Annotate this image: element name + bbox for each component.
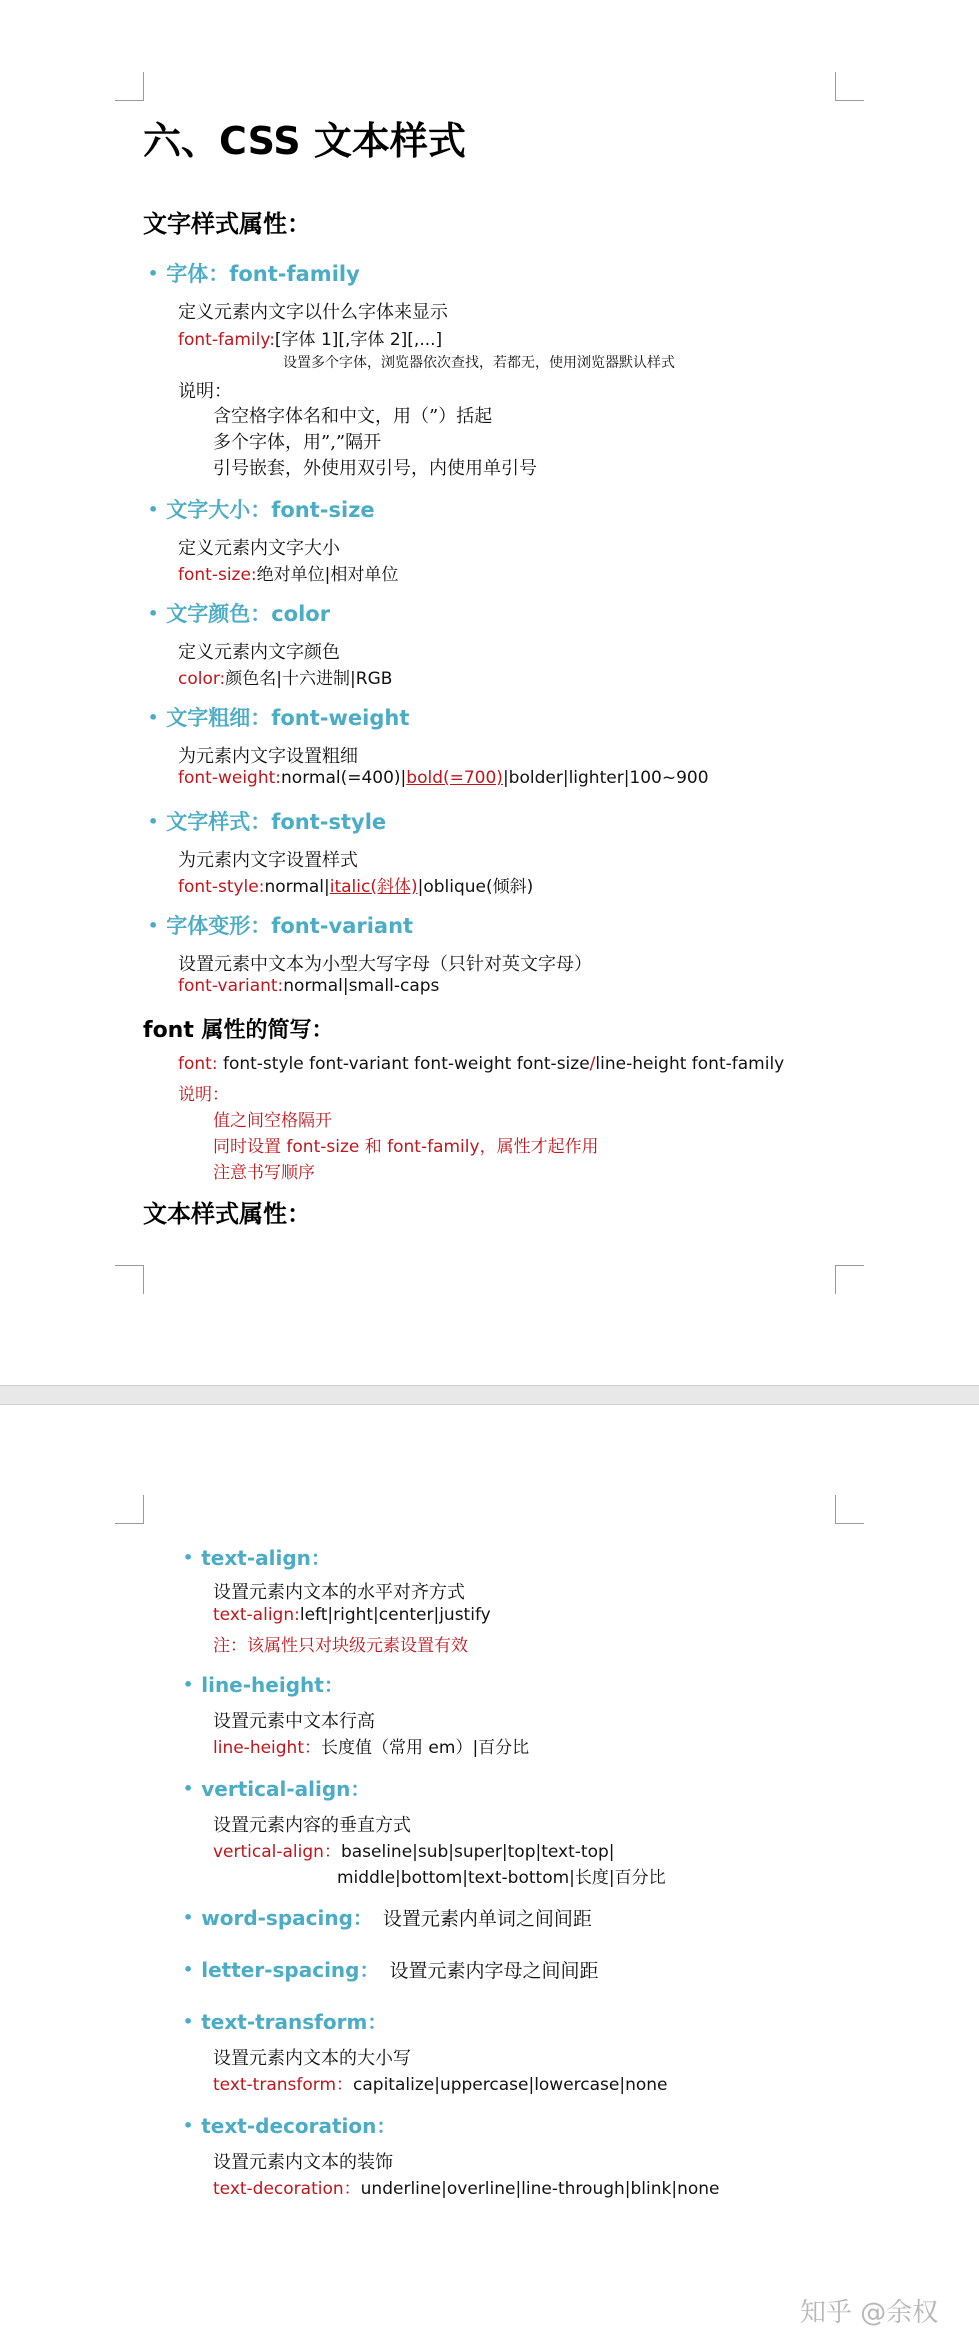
font-family-syntax: font-family:[字体 1][,字体 2][,...] xyxy=(178,330,443,350)
section-heading-font-shorthand: font 属性的简写： xyxy=(143,1018,334,1043)
font-family-note: 设置多个字体，浏览器依次查找，若都无，使用浏览器默认样式 xyxy=(283,355,675,371)
font-family-explain-line: 含空格字体名和中文，用（”）括起 xyxy=(213,406,493,427)
font-shorthand-explain-label: 说明： xyxy=(178,1085,229,1105)
bullet-dot-icon: • xyxy=(183,1675,194,1694)
bullet-dot-icon: • xyxy=(148,604,159,623)
font-family-explain-line: 引号嵌套，外使用双引号，内使用单引号 xyxy=(213,458,537,479)
bullet-dot-icon: • xyxy=(183,1908,194,1927)
bullet-dot-icon: • xyxy=(183,1779,194,1798)
font-shorthand-explain-line: 同时设置 font-size 和 font-family，属性才起作用 xyxy=(213,1137,599,1157)
font-family-description: 定义元素内文字以什么字体来显示 xyxy=(178,302,448,323)
font-style-description: 为元素内文字设置样式 xyxy=(178,850,358,871)
page-corner-mark xyxy=(115,72,144,101)
color-syntax: color:颜色名|十六进制|RGB xyxy=(178,669,393,689)
bullet-heading-font-weight: • 文字粗细：font-weight xyxy=(148,706,410,730)
page-corner-mark xyxy=(115,1265,144,1294)
font-shorthand-explain-line: 值之间空格隔开 xyxy=(213,1111,332,1131)
bullet-dot-icon: • xyxy=(183,1548,194,1567)
bullet-dot-icon: • xyxy=(183,2012,194,2031)
text-decoration-description: 设置元素内文本的装饰 xyxy=(213,2152,393,2173)
bullet-dot-icon: • xyxy=(148,812,159,831)
page-corner-mark xyxy=(835,1265,864,1294)
bullet-dot-icon: • xyxy=(148,500,159,519)
section-heading-font-styles: 文字样式属性： xyxy=(143,209,311,238)
font-weight-description: 为元素内文字设置粗细 xyxy=(178,746,358,767)
bullet-heading-font-variant: • 字体变形：font-variant xyxy=(148,914,414,938)
vertical-align-syntax-continued: middle|bottom|text-bottom|长度|百分比 xyxy=(337,1868,666,1888)
bullet-dot-icon: • xyxy=(183,1960,194,1979)
page-corner-mark xyxy=(835,72,864,101)
vertical-align-syntax: vertical-align：baseline|sub|super|top|text-top| xyxy=(213,1842,615,1862)
text-align-description: 设置元素内文本的水平对齐方式 xyxy=(213,1582,465,1603)
font-style-syntax: font-style:normal|italic(斜体)|oblique(倾斜) xyxy=(178,877,534,897)
font-family-explain-label: 说明： xyxy=(178,381,232,402)
text-transform-description: 设置元素内文本的大小写 xyxy=(213,2048,411,2069)
color-description: 定义元素内文字颜色 xyxy=(178,642,340,663)
bullet-heading-line-height: • line-height： xyxy=(183,1673,344,1697)
font-shorthand-syntax: font: font-style font-variant font-weight font-size/line-height font-family xyxy=(178,1054,785,1074)
page-corner-mark xyxy=(835,1495,864,1524)
bullet-heading-word-spacing: • word-spacing： 设置元素内单词之间间距 xyxy=(183,1906,592,1930)
page-title: 六、CSS 文本样式 xyxy=(143,119,466,163)
font-size-syntax: font-size:绝对单位|相对单位 xyxy=(178,565,399,585)
line-height-syntax: line-height：长度值（常用 em）|百分比 xyxy=(213,1738,530,1758)
bullet-heading-text-align: • text-align： xyxy=(183,1546,331,1570)
font-variant-description: 设置元素中文本为小型大写字母（只针对英文字母） xyxy=(178,954,592,975)
bullet-heading-font-style: • 文字样式：font-style xyxy=(148,810,387,834)
bullet-heading-font-family: • 字体：font-family xyxy=(148,262,360,286)
page-corner-mark xyxy=(115,1495,144,1524)
bullet-heading-text-transform: • text-transform： xyxy=(183,2010,388,2034)
page-gap-separator xyxy=(0,1385,979,1405)
vertical-align-description: 设置元素内容的垂直方式 xyxy=(213,1815,411,1836)
bullet-dot-icon: • xyxy=(148,916,159,935)
bullet-heading-letter-spacing: • letter-spacing： 设置元素内字母之间间距 xyxy=(183,1958,599,1982)
bullet-dot-icon: • xyxy=(148,708,159,727)
text-align-note: 注：该属性只对块级元素设置有效 xyxy=(213,1636,468,1656)
text-decoration-syntax: text-decoration：underline|overline|line-through|blink|none xyxy=(213,2179,720,2199)
bullet-heading-font-size: • 文字大小：font-size xyxy=(148,498,375,522)
font-size-description: 定义元素内文字大小 xyxy=(178,538,340,559)
text-transform-syntax: text-transform：capitalize|uppercase|lowercase|none xyxy=(213,2075,668,2095)
font-family-explain-line: 多个字体，用”,”隔开 xyxy=(213,432,382,453)
bullet-dot-icon: • xyxy=(183,2116,194,2135)
document-page-2 xyxy=(0,1405,979,2345)
bullet-heading-color: • 文字颜色：color xyxy=(148,602,331,626)
bullet-heading-vertical-align: • vertical-align： xyxy=(183,1777,371,1801)
watermark: 知乎 @余权 xyxy=(800,2298,939,2328)
section-heading-text-styles: 文本样式属性： xyxy=(143,1199,311,1228)
bullet-heading-text-decoration: • text-decoration： xyxy=(183,2114,397,2138)
font-shorthand-explain-line: 注意书写顺序 xyxy=(213,1163,315,1183)
font-weight-syntax: font-weight:normal(=400)|bold(=700)|bolder|lighter|100~900 xyxy=(178,768,709,788)
bullet-dot-icon: • xyxy=(148,264,159,283)
font-variant-syntax: font-variant:normal|small-caps xyxy=(178,976,440,996)
line-height-description: 设置元素中文本行高 xyxy=(213,1711,375,1732)
text-align-syntax: text-align:left|right|center|justify xyxy=(213,1605,491,1625)
